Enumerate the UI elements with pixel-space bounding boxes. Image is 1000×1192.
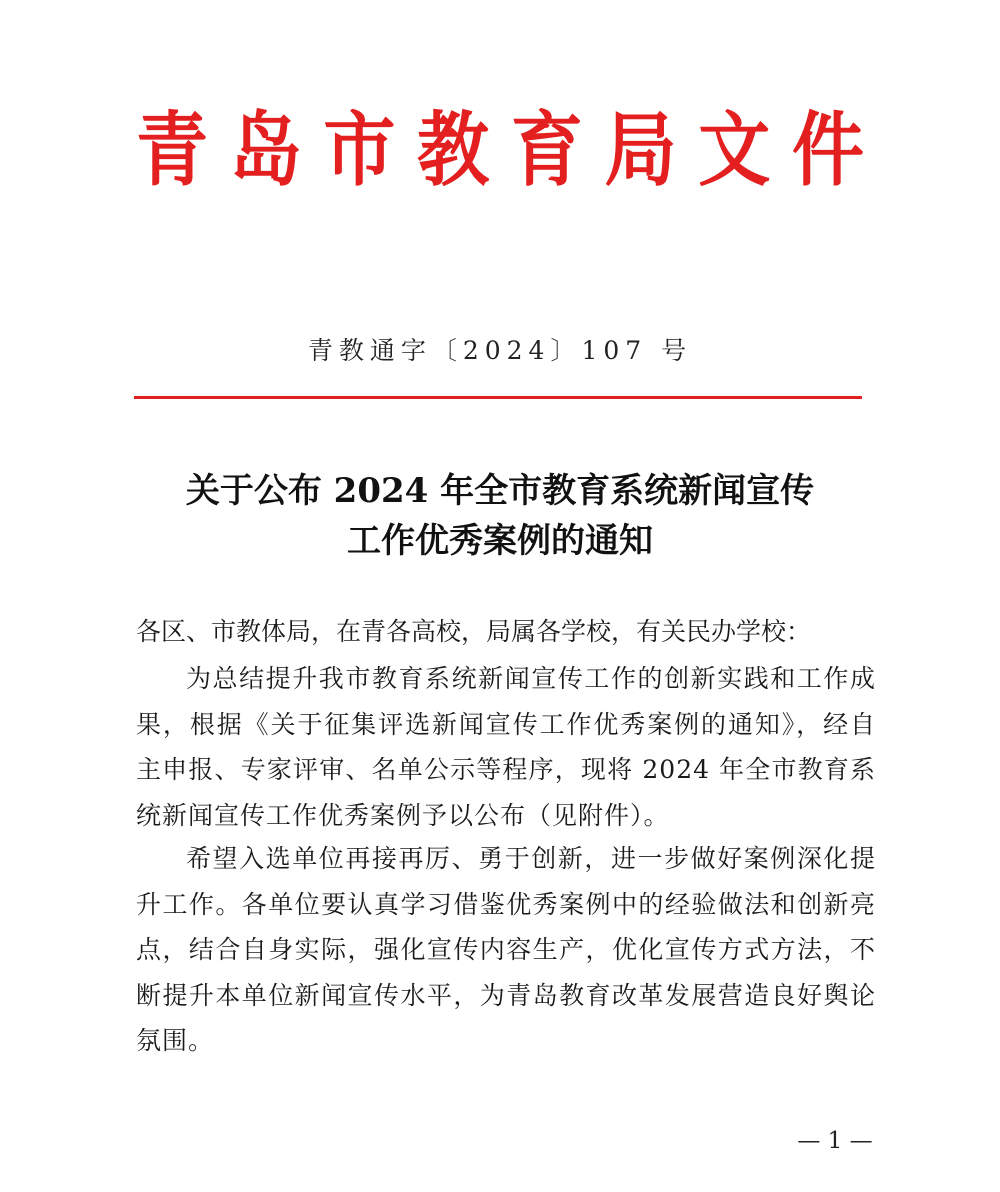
body-paragraph-1: 为总结提升我市教育系统新闻宣传工作的创新实践和工作成果，根据《关于征集评选新闻宣传工作优秀案例的通知》，经自主申报、专家评审、名单公示等程序，现将 2024 年全市教育系统新闻宣传工作优秀案例予以公布（见附件）。: [136, 664, 876, 830]
salutation: 各区、市教体局，在青各高校，局属各学校，有关民办学校：: [136, 617, 812, 646]
document-title-line-2: 工作优秀案例的通知: [347, 521, 653, 561]
red-divider-line: [134, 396, 862, 399]
document-number: 青教通字〔2024〕107 号: [307, 336, 693, 365]
document-title-line-1: 关于公布 2024 年全市教育系统新闻宣传: [185, 471, 815, 511]
body-paragraph-2: 希望入选单位再接再厉、勇于创新，进一步做好案例深化提升工作。各单位要认真学习借鉴优秀案例中的经验做法和创新亮点，结合自身实际，强化宣传内容生产，优化宣传方式方法，不断提升本单位新闻宣传水平，为青岛教育改革发展营造良好舆论氛围。: [136, 844, 876, 1055]
document-title: [0, 466, 1000, 566]
issuer-heading: 青岛市教育局文件: [136, 101, 866, 198]
page-number: — 1 —: [797, 1128, 873, 1154]
